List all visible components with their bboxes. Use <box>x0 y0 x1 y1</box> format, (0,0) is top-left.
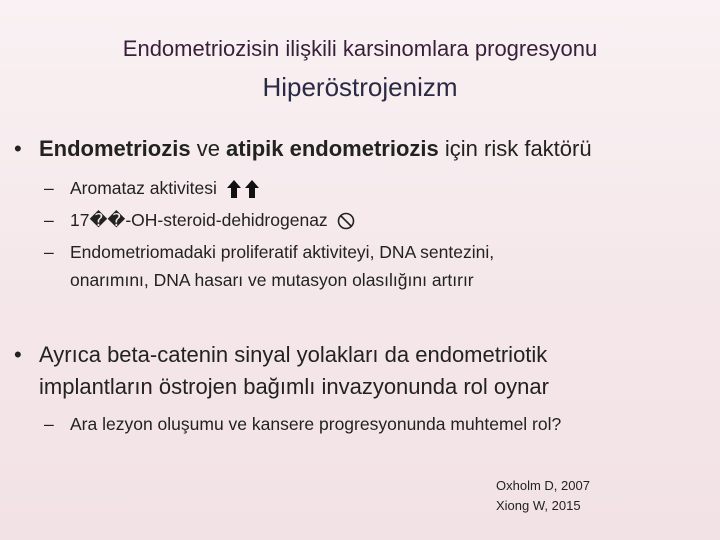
dash-marker: – <box>44 414 54 434</box>
bold-term-endometriozis: Endometriozis <box>39 136 191 161</box>
sub-item-text: 17��-OH-steroid-dehidrogenaz <box>70 210 328 230</box>
text-connector: ve <box>190 136 227 161</box>
bullet-text <box>39 136 592 162</box>
bullet-dot: • <box>14 342 22 367</box>
double-up-arrow-icon <box>226 179 262 199</box>
slide-title: Endometriozisin ilişkili karsinomlara progresyonu <box>122 36 598 61</box>
dash-marker: – <box>44 242 54 262</box>
text-tail: için risk faktörü <box>438 136 592 161</box>
sub-item-continuation: onarımını, DNA hasarı ve mutasyon olasılığını artırır <box>70 270 474 290</box>
prohibited-icon <box>337 212 355 230</box>
dash-marker: – <box>44 210 54 230</box>
citation: Oxholm D, 2007 <box>496 478 590 493</box>
citation: Xiong W, 2015 <box>496 498 581 513</box>
slide-subtitle: Hiperöstrojenizm <box>262 72 458 102</box>
bullet-dot: • <box>14 136 22 161</box>
dash-marker: – <box>44 178 54 198</box>
bullet-text: Ayrıca beta-catenin sinyal yolakları da endometriotik <box>39 342 548 367</box>
sub-item-text: Endometriomadaki proliferatif aktiviteyi, DNA sentezini, <box>70 242 495 262</box>
bullet-continuation: implantların östrojen bağımlı invazyonunda rol oynar <box>39 374 549 399</box>
sub-item-text: Ara lezyon oluşumu ve kansere progresyonunda muhtemel rol? <box>70 414 562 434</box>
bold-term-atipik: atipik endometriozis <box>226 136 439 161</box>
sub-item-text: Aromataz aktivitesi <box>70 178 217 198</box>
